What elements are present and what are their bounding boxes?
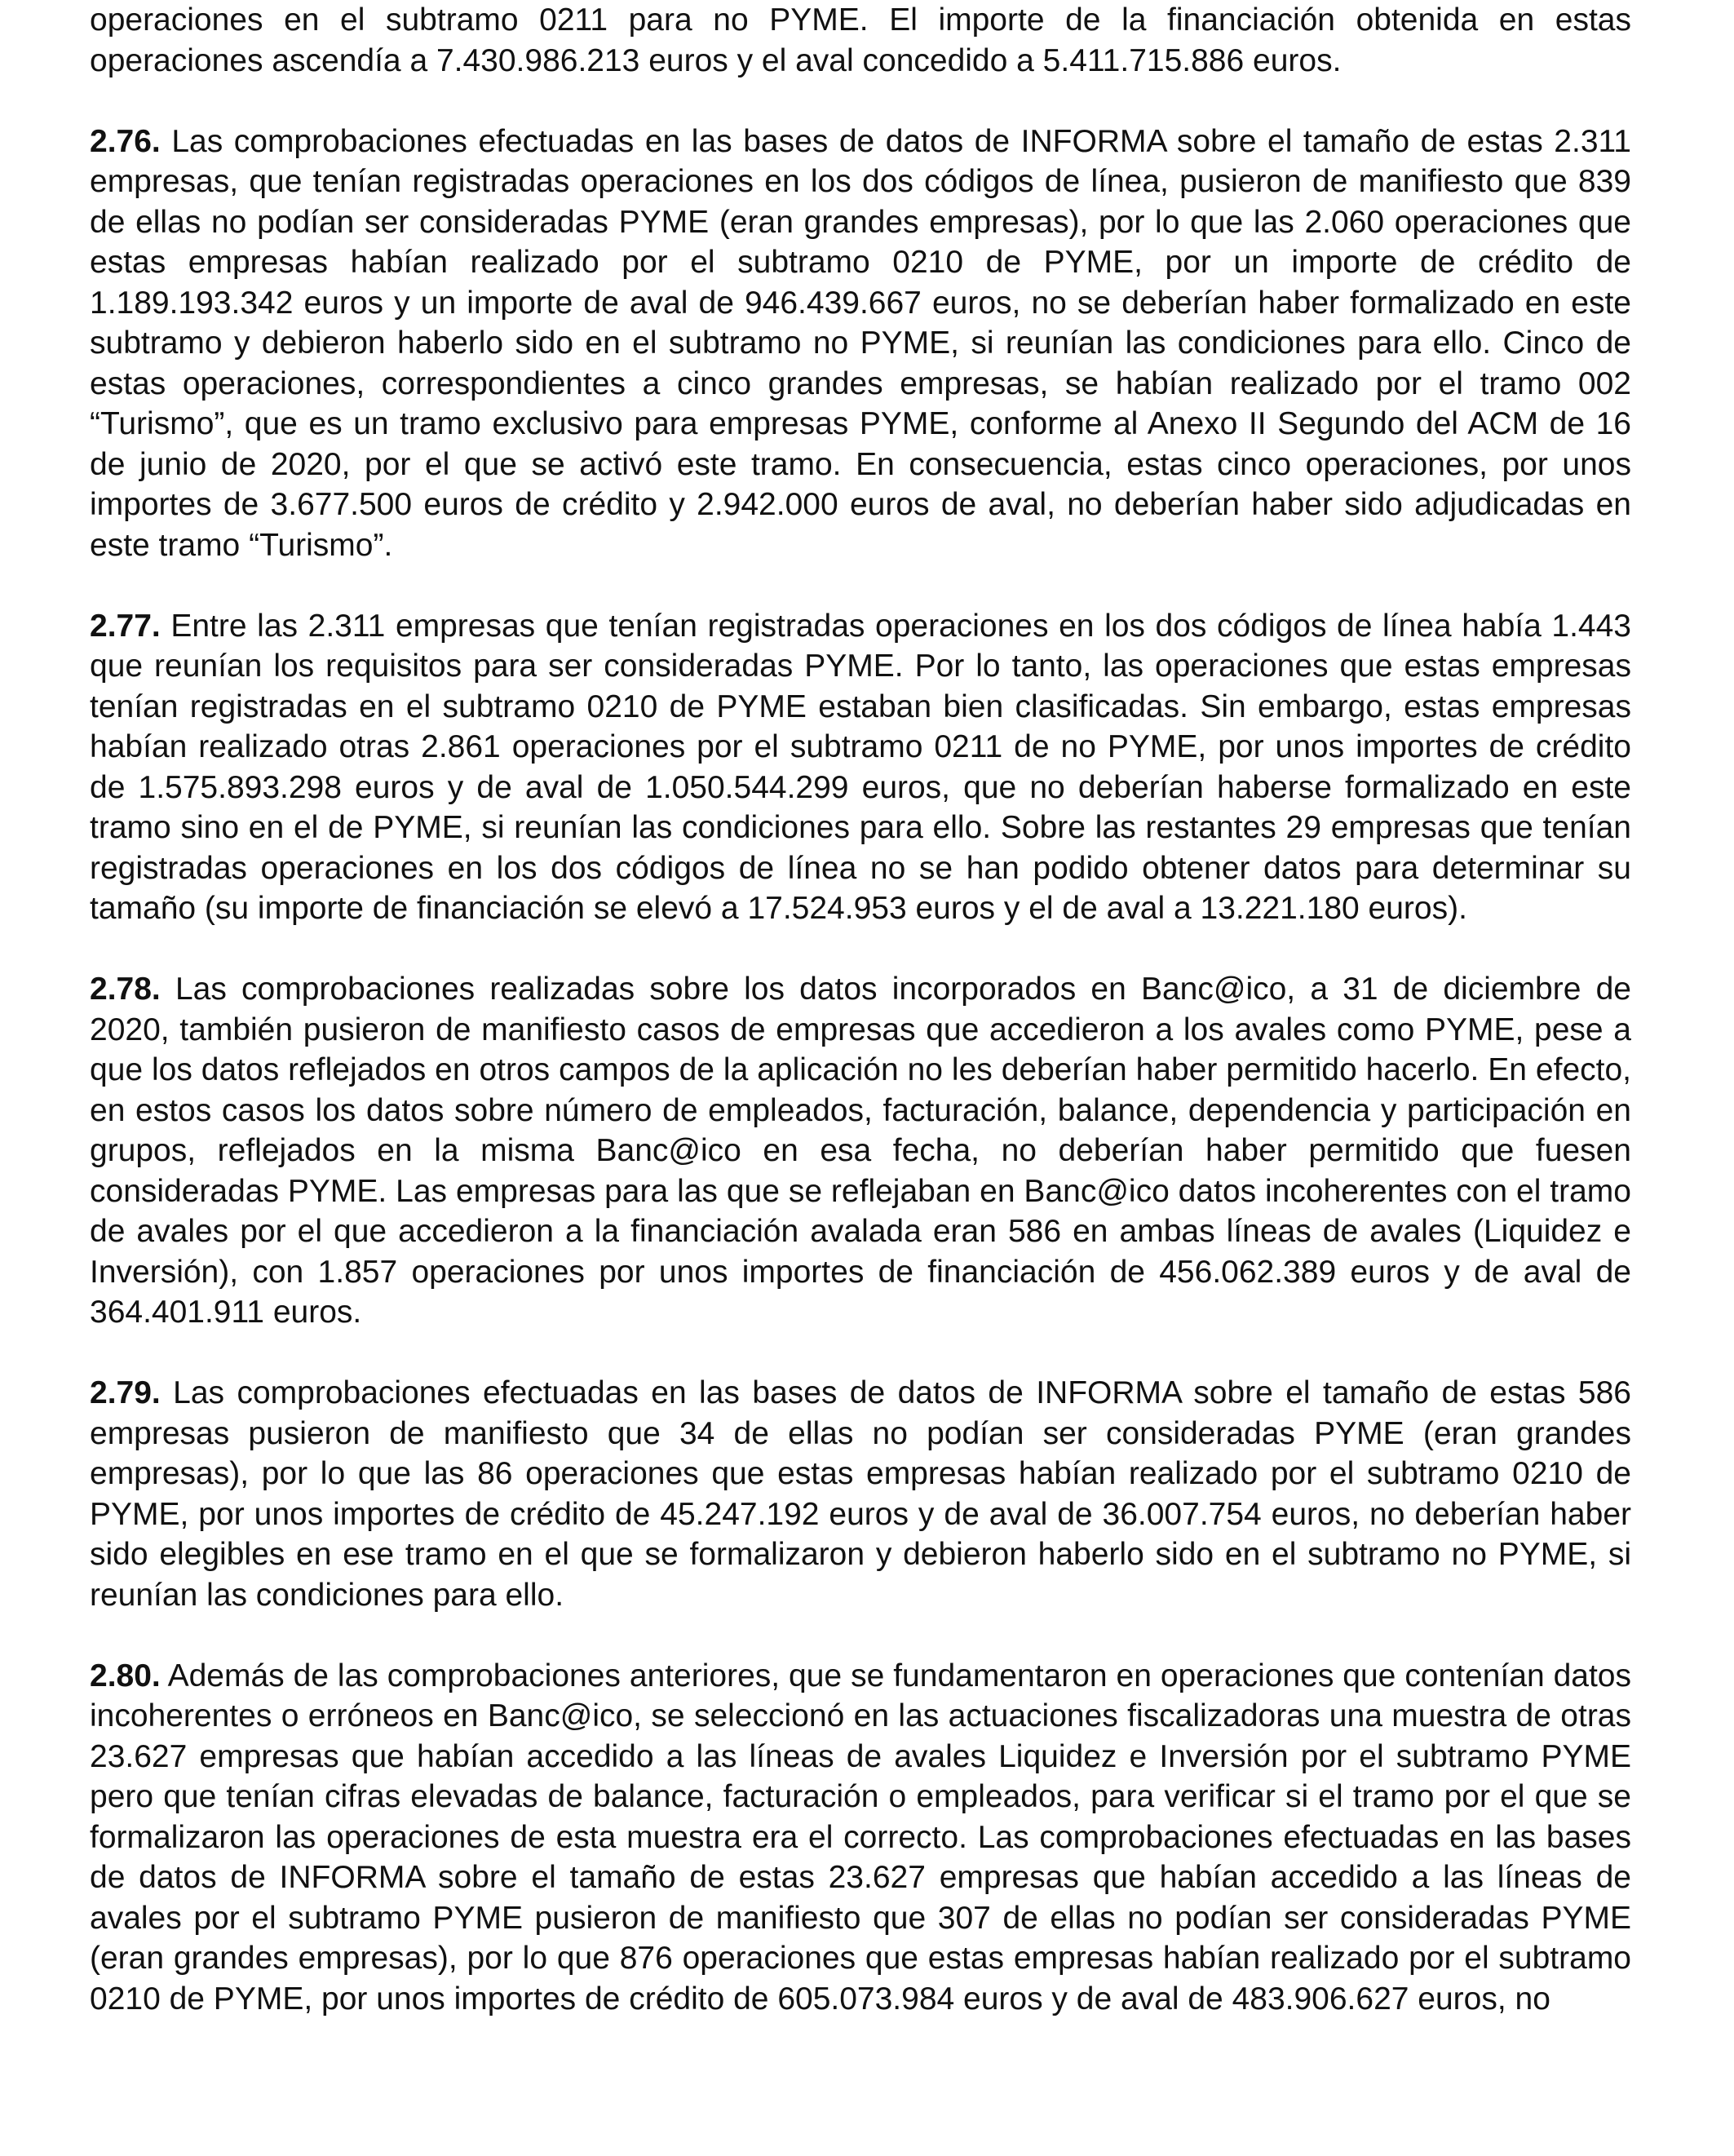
paragraph-number: 2.80. (90, 1658, 161, 1693)
paragraph-number: 2.78. (90, 972, 161, 1007)
document-body (90, 0, 1631, 2019)
paragraph-number: 2.79. (90, 1375, 161, 1410)
paragraph-2-78 (90, 969, 1631, 1333)
paragraph-text: Las comprobaciones efectuadas en las bases de datos de INFORMA sobre el tamaño de estas 2.311 empresas, que tenían registradas operaciones en los dos códigos de línea, pusieron de manifiesto que 839 de ellas no podían ser consideradas PYME (eran grandes empresas), por lo que las 2.060 operaciones que estas empresas habían realizado por el subtramo 0210 de PYME, por un importe de crédito de 1.189.193.342 euros y un importe de aval de 946.439.667 euros, no se deberían haber formalizado en este subtramo y debieron haberlo sido en el subtramo no PYME, si reunían las condiciones para ello. Cinco de estas operaciones, correspondientes a cinco grandes empresas, se habían realizado por el tramo 002 “Turismo”, que es un tramo exclusivo para empresas PYME, conforme al Anexo II Segundo del ACM de 16 de junio de 2020, por el que se activó este tramo. En consecuencia, estas cinco operaciones, por unos importes de 3.677.500 euros de crédito y 2.942.000 euros de aval, no deberían haber sido adjudicadas en este tramo “Turismo”. (90, 123, 1631, 563)
paragraph-text: Entre las 2.311 empresas que tenían registradas operaciones en los dos códigos de línea había 1.443 que reunían los requisitos para ser consideradas PYME. Por lo tanto, las operaciones que estas empresas tenían registradas en el subtramo 0210 de PYME estaban bien clasificadas. Sin embargo, estas empresas habían realizado otras 2.861 operaciones por el subtramo 0211 de no PYME, por unos importes de crédito de 1.575.893.298 euros y de aval de 1.050.544.299 euros, que no deberían haberse formalizado en este tramo sino en el de PYME, si reunían las condiciones para ello. Sobre las restantes 29 empresas que tenían registradas operaciones en los dos códigos de línea no se han podido obtener datos para determinar su tamaño (su importe de financiación se elevó a 17.524.953 euros y el de aval a 13.221.180 euros). (90, 608, 1631, 926)
paragraph-number: 2.77. (90, 608, 161, 644)
paragraph-2-80 (90, 1656, 1631, 2020)
paragraph-2-79 (90, 1373, 1631, 1615)
paragraph-text: Las comprobaciones realizadas sobre los datos incorporados en Banc@ico, a 31 de diciembre de 2020, también pusieron de manifiesto casos de empresas que accedieron a los avales como PYME, pese a que los datos reflejados en otros campos de la aplicación no les deberían haber permitido hacerlo. En efecto, en estos casos los datos sobre número de empleados, facturación, balance, dependencia y participación en grupos, reflejados en la misma Banc@ico en esa fecha, no deberían haber permitido que fuesen consideradas PYME. Las empresas para las que se reflejaban en Banc@ico datos incoherentes con el tramo de avales por el que accedieron a la financiación avalada eran 586 en ambas líneas de avales (Liquidez e Inversión), con 1.857 operaciones por unos importes de financiación de 456.062.389 euros y de aval de 364.401.911 euros. (90, 972, 1631, 1330)
paragraph-2-76 (90, 122, 1631, 566)
paragraph-text: Además de las comprobaciones anteriores, que se fundamentaron en operaciones que contenían datos incoherentes o erróneos en Banc@ico, se seleccionó en las actuaciones fiscalizadoras una muestra de otras 23.627 empresas que habían accedido a las líneas de avales Liquidez e Inversión por el subtramo PYME pero que tenían cifras elevadas de balance, facturación o empleados, para verificar si el tramo por el que se formalizaron las operaciones de esta muestra era el correcto. Las comprobaciones efectuadas en las bases de datos de INFORMA sobre el tamaño de estas 23.627 empresas que habían accedido a las líneas de avales por el subtramo PYME pusieron de manifiesto que 307 de ellas no podían ser consideradas PYME (eran grandes empresas), por lo que 876 operaciones que estas empresas habían realizado por el subtramo 0210 de PYME, por unos importes de crédito de 605.073.984 euros y de aval de 483.906.627 euros, no (90, 1658, 1632, 2017)
paragraph-number: 2.76. (90, 123, 161, 159)
paragraph-text: Las comprobaciones efectuadas en las bases de datos de INFORMA sobre el tamaño de estas 586 empresas pusieron de manifiesto que 34 de ellas no podían ser consideradas PYME (eran grandes empresas), por lo que las 86 operaciones que estas empresas habían realizado por el subtramo 0210 de PYME, por unos importes de crédito de 45.247.192 euros y de aval de 36.007.754 euros, no deberían haber sido elegibles en ese tramo en el que se formalizaron y debieron haberlo sido en el subtramo no PYME, si reunían las condiciones para ello. (90, 1375, 1631, 1613)
paragraph-continuation (90, 0, 1631, 81)
paragraph-2-77 (90, 606, 1631, 929)
paragraph-text: operaciones en el subtramo 0211 para no PYME. El importe de la financiación obtenida en estas operaciones ascendía a 7.430.986.213 euros y el aval concedido a 5.411.715.886 euros. (90, 2, 1631, 78)
